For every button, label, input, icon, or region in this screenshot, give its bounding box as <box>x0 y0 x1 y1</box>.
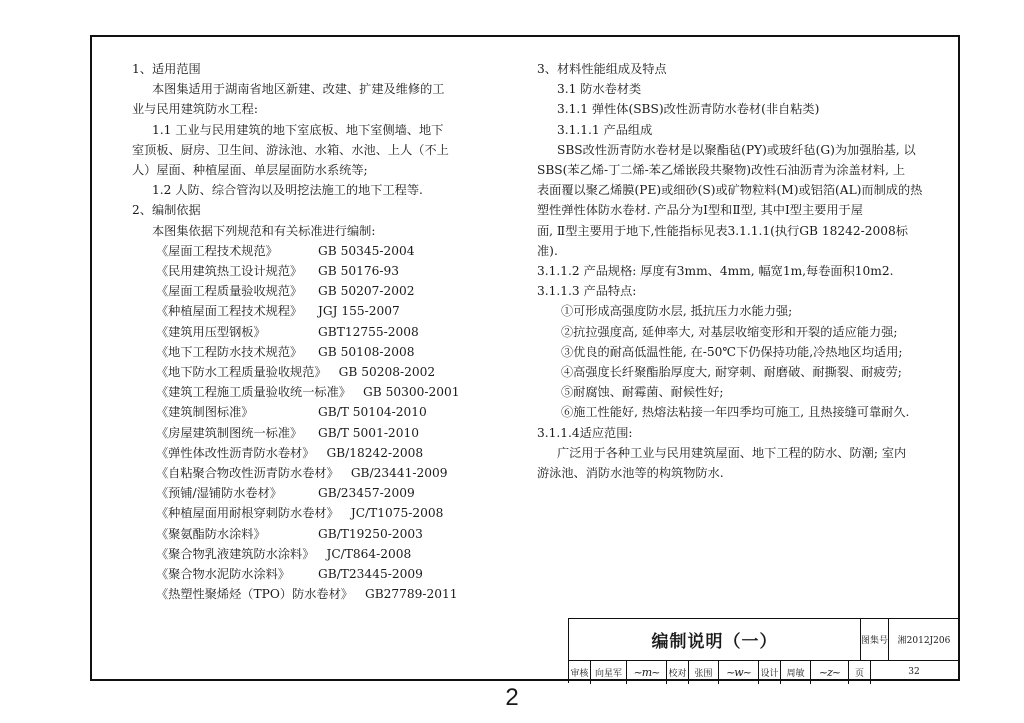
subsection-heading: 3.1.1.4适应范围: <box>537 425 633 440</box>
standard-code: GB 50300-2001 <box>363 385 460 400</box>
standard-item <box>132 423 492 443</box>
title-block-top-row <box>569 619 958 661</box>
left-column <box>132 59 492 604</box>
standard-name: 《自粘聚合物改性沥青防水卷材》 <box>156 466 339 481</box>
standard-code: JC/T864-2008 <box>326 546 412 561</box>
standard-name: 《地下工程防水技术规范》 <box>156 344 303 359</box>
standard-item <box>132 524 492 544</box>
standard-code: GB 50207-2002 <box>318 284 415 299</box>
paragraph: 本图集依据下列规范和有关标准进行编制: <box>152 223 376 238</box>
drawing-title: 编制说明（一） <box>569 619 861 660</box>
standard-code: GB/T23445-2009 <box>318 567 423 582</box>
standard-code: GB 50345-2004 <box>318 243 415 258</box>
paragraph: 准). <box>537 243 558 258</box>
standard-name: 《民用建筑热工设计规范》 <box>156 264 303 279</box>
standard-item <box>132 402 492 422</box>
standard-code: JC/T1075-2008 <box>350 506 444 521</box>
standard-name: 《弹性体改性沥青防水卷材》 <box>156 445 315 460</box>
paragraph: 本图集适用于湖南省地区新建、改建、扩建及维修的工 <box>152 82 445 97</box>
standard-code: GB/T19250-2003 <box>318 526 423 541</box>
subsection-heading: 3.1.1 弹性体(SBS)改性沥青防水卷材(非自粘类) <box>557 102 820 117</box>
paragraph: 广泛用于各种工业与民用建筑屋面、地下工程的防水、防潮; 室内 <box>557 445 907 460</box>
paragraph: 1.1 工业与民用建筑的地下室底板、地下室侧墙、地下 <box>152 122 444 137</box>
standard-item <box>132 342 492 362</box>
standard-name: 《房屋建筑制图统一标准》 <box>156 425 303 440</box>
paragraph: 业与民用建筑防水工程: <box>132 102 258 117</box>
subsection-heading: 3.1.1.2 产品规格: 厚度有3mm、4mm, 幅宽1m,每卷面积10m2. <box>537 264 894 279</box>
title-block <box>568 618 958 683</box>
standard-item <box>132 544 492 564</box>
features-list <box>537 301 937 422</box>
standard-item <box>132 362 492 382</box>
standard-code: GB 50108-2008 <box>318 344 415 359</box>
standard-code: GB/18242-2008 <box>326 445 424 460</box>
standard-code: GB/23441-2009 <box>350 466 448 481</box>
subsection-heading: 3.1 防水卷材类 <box>557 82 642 97</box>
standard-item <box>132 322 492 342</box>
page-number: 2 <box>505 684 519 711</box>
standard-item <box>132 301 492 321</box>
standard-item <box>132 281 492 301</box>
standard-code: GB 50176-93 <box>318 264 399 279</box>
paragraph: 塑性弹性体防水卷材. 产品分为Ⅰ型和Ⅱ型, 其中Ⅰ型主要用于屋 <box>537 203 863 218</box>
paragraph: 室顶板、厨房、卫生间、游泳池、水箱、水池、上人（不上 <box>132 142 449 157</box>
section-heading-materials: 3、材料性能组成及特点 <box>537 62 667 76</box>
feature-item: ⑥施工性能好, 热熔法粘接一年四季均可施工, 且热接缝可靠耐久. <box>561 405 910 420</box>
paragraph: 面, Ⅱ型主要用于地下,性能指标见表3.1.1.1(执行GB 18242-2008标 <box>537 223 908 238</box>
feature-item: ③优良的耐高低温性能, 在-50℃下仍保持功能,冷热地区均适用; <box>561 344 903 359</box>
check-label: 校对 <box>667 660 689 684</box>
standard-code: JGJ 155-2007 <box>318 304 400 319</box>
standard-name: 《聚合物乳液建筑防水涂料》 <box>156 546 315 561</box>
standard-name: 《屋面工程质量验收规范》 <box>156 284 303 299</box>
standard-item <box>132 463 492 483</box>
atlas-number-label: 图集号 <box>861 619 889 660</box>
subsection-heading: 3.1.1.3 产品特点: <box>537 284 637 299</box>
standard-code: GB/T 50104-2010 <box>318 405 427 420</box>
standard-code: GB 50208-2002 <box>338 365 436 380</box>
standard-item <box>132 261 492 281</box>
checker-name: 张围 <box>689 660 719 684</box>
standard-item <box>132 483 492 503</box>
standard-name: 《建筑工程施工质量验收统一标准》 <box>156 385 351 400</box>
right-column <box>537 59 937 483</box>
paragraph: SBS改性沥青防水卷材是以聚酯毡(PY)或玻纤毡(G)为加强胎基, 以 <box>557 142 916 157</box>
standard-name: 《聚氨酯防水涂料》 <box>156 526 266 541</box>
standard-item <box>132 584 492 604</box>
reviewer-name: 向星军 <box>591 660 627 684</box>
standard-name: 《热塑性聚烯烃（TPO）防水卷材》 <box>156 587 353 602</box>
standard-name: 《聚合物水泥防水涂料》 <box>156 567 291 582</box>
standard-name: 《预铺/湿铺防水卷材》 <box>156 486 282 501</box>
reviewer-signature: ~m~ <box>627 660 667 684</box>
standard-name: 《建筑制图标准》 <box>156 405 254 420</box>
section-heading-scope: 1、适用范围 <box>132 62 201 76</box>
feature-item: ①可形成高强度防水层, 抵抗压力水能力强; <box>561 304 793 319</box>
standard-name: 《屋面工程技术规范》 <box>156 243 278 258</box>
subsection-heading: 3.1.1.1 产品组成 <box>557 122 653 137</box>
checker-signature: ~w~ <box>719 660 759 684</box>
atlas-number: 湘2012J206 <box>897 636 951 646</box>
standard-name: 《种植屋面工程技术规程》 <box>156 304 303 319</box>
standard-name: 《建筑用压型钢板》 <box>156 324 266 339</box>
standard-code: GB/23457-2009 <box>318 486 415 501</box>
standard-item <box>132 503 492 523</box>
standard-code: GB/T 5001-2010 <box>318 425 419 440</box>
paragraph: 人）屋面、种植屋面、单层屋面防水系统等; <box>132 163 368 178</box>
standard-item <box>132 443 492 463</box>
designer-signature: ~z~ <box>811 660 849 684</box>
sheet-page-number: 32 <box>908 667 920 677</box>
review-label: 审核 <box>569 660 591 684</box>
paragraph: 1.2 人防、综合管沟以及明挖法施工的地下工程等. <box>152 183 423 198</box>
paragraph: 游泳池、消防水池等的构筑物防水. <box>537 466 724 481</box>
title-block-sign-row <box>569 660 958 684</box>
paragraph: SBS(苯乙烯-丁二烯-苯乙烯嵌段共聚物)改性石油沥青为涂盖材料, 上 <box>537 163 906 178</box>
drawing-frame <box>90 35 960 681</box>
page-label: 页 <box>849 660 871 684</box>
standard-code: GBT12755-2008 <box>318 324 419 339</box>
design-label: 设计 <box>759 660 781 684</box>
designer-name: 周敏 <box>781 660 811 684</box>
feature-item: ⑤耐腐蚀、耐霉菌、耐候性好; <box>561 385 724 400</box>
standard-item <box>132 564 492 584</box>
feature-item: ②抗拉强度高, 延伸率大, 对基层收缩变形和开裂的适应能力强; <box>561 324 898 339</box>
standards-list <box>132 241 492 605</box>
standard-item <box>132 241 492 261</box>
standard-item <box>132 382 492 402</box>
paragraph: 表面覆以聚乙烯膜(PE)或细砂(S)或矿物粒料(M)或铝箔(AL)而制成的热 <box>537 183 923 198</box>
feature-item: ④高强度长纤聚酯胎厚度大, 耐穿刺、耐磨破、耐撕裂、耐疲劳; <box>561 365 902 380</box>
standard-name: 《地下防水工程质量验收规范》 <box>156 365 327 380</box>
standard-code: GB27789-2011 <box>364 587 458 602</box>
section-heading-basis: 2、编制依据 <box>132 203 201 218</box>
standard-name: 《种植屋面用耐根穿刺防水卷材》 <box>156 506 339 521</box>
